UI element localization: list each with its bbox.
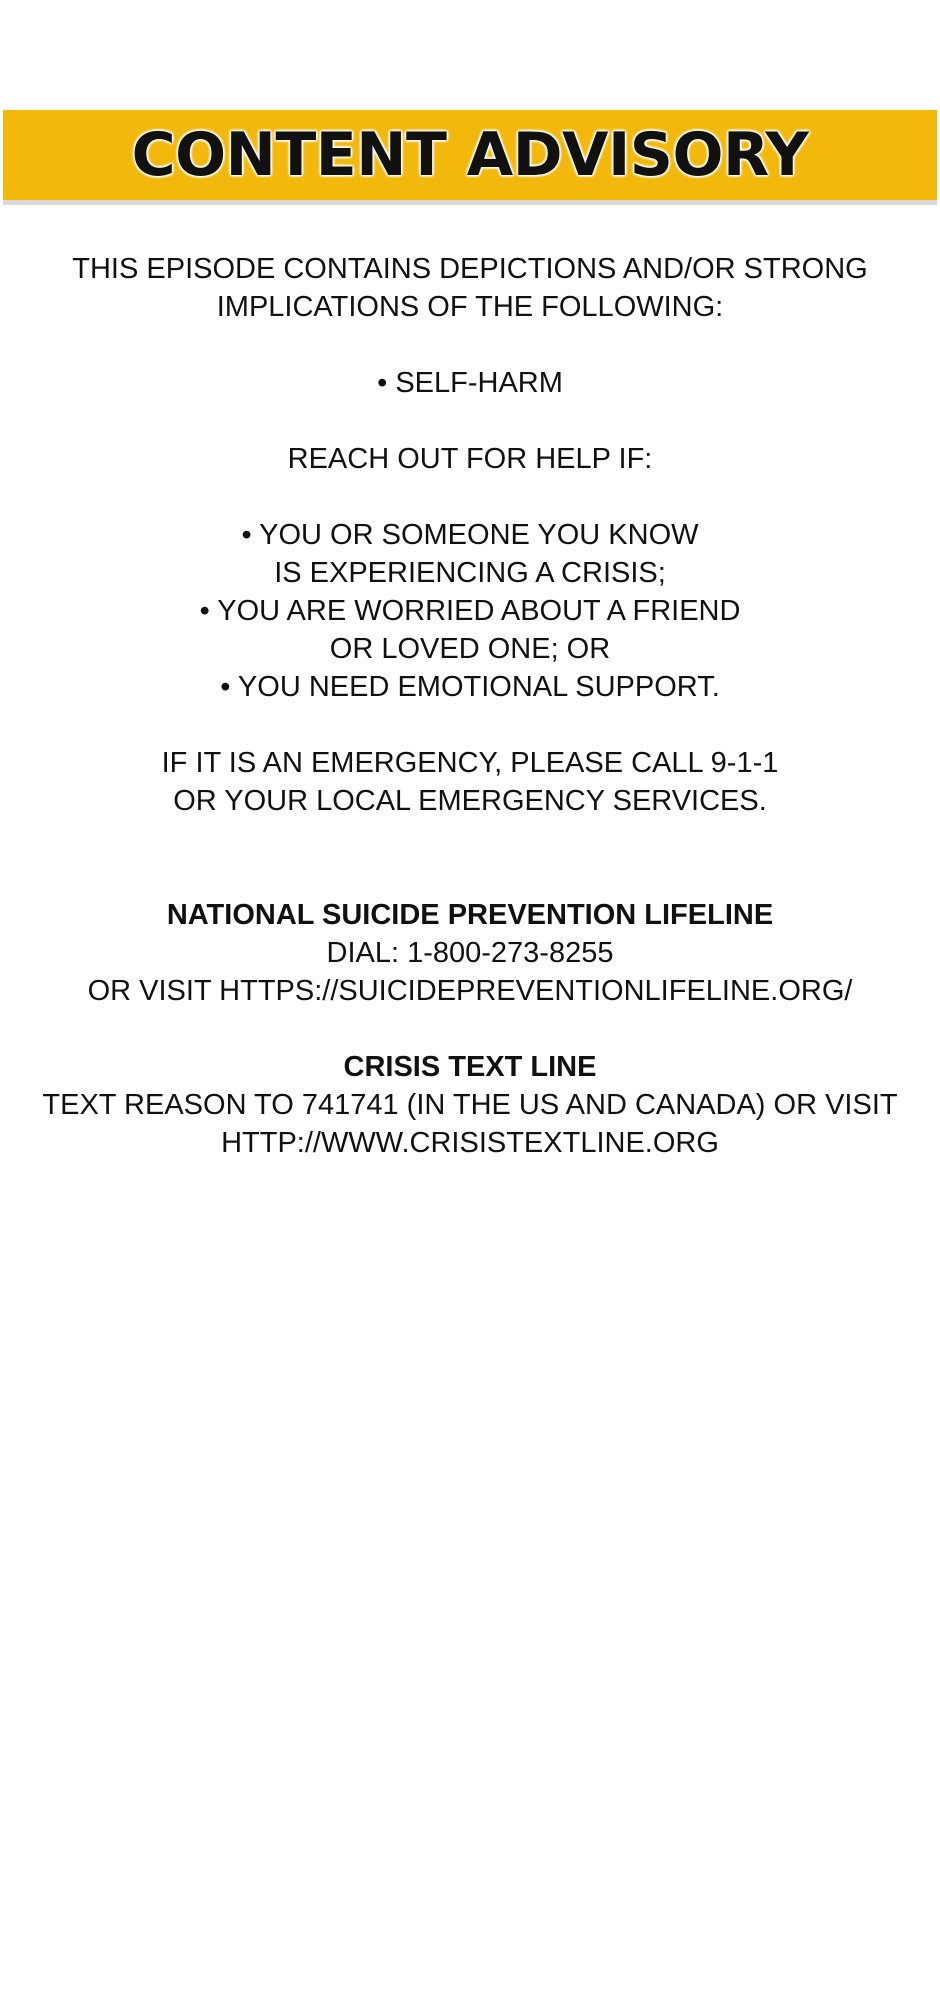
spacer bbox=[0, 820, 940, 896]
help-line: IS EXPERIENCING A CRISIS; bbox=[274, 557, 666, 589]
spacer bbox=[0, 1010, 940, 1048]
help-heading: REACH OUT FOR HELP IF: bbox=[287, 443, 653, 475]
crisis-text-line-title: CRISIS TEXT LINE bbox=[343, 1051, 597, 1083]
topic-item: • SELF-HARM bbox=[377, 367, 563, 399]
intro-line: IMPLICATIONS OF THE FOLLOWING: bbox=[216, 291, 724, 323]
spacer bbox=[0, 326, 940, 364]
lifeline-website: OR VISIT HTTPS://SUICIDEPREVENTIONLIFELINE.ORG/ bbox=[87, 975, 853, 1007]
emergency-line: OR YOUR LOCAL EMERGENCY SERVICES. bbox=[173, 785, 767, 817]
help-line: • YOU ARE WORRIED ABOUT A FRIEND bbox=[199, 595, 741, 627]
spacer bbox=[0, 478, 940, 516]
page-title: CONTENT ADVISORY bbox=[131, 120, 809, 190]
advisory-content bbox=[0, 250, 940, 1162]
crisis-text-line-instructions: TEXT REASON TO 741741 (IN THE US AND CANADA) OR VISIT bbox=[42, 1089, 898, 1121]
lifeline-phone: DIAL: 1-800-273-8255 bbox=[326, 937, 614, 969]
lifeline-title: NATIONAL SUICIDE PREVENTION LIFELINE bbox=[166, 899, 774, 931]
content-advisory-banner bbox=[3, 110, 937, 205]
help-line: • YOU OR SOMEONE YOU KNOW bbox=[241, 519, 699, 551]
intro-line: THIS EPISODE CONTAINS DEPICTIONS AND/OR STRONG bbox=[72, 253, 868, 285]
help-line: OR LOVED ONE; OR bbox=[329, 633, 611, 665]
spacer bbox=[0, 402, 940, 440]
crisis-text-line-website: HTTP://WWW.CRISISTEXTLINE.ORG bbox=[221, 1127, 719, 1159]
help-line: • YOU NEED EMOTIONAL SUPPORT. bbox=[220, 671, 720, 703]
spacer bbox=[0, 706, 940, 744]
emergency-line: IF IT IS AN EMERGENCY, PLEASE CALL 9-1-1 bbox=[161, 747, 779, 779]
